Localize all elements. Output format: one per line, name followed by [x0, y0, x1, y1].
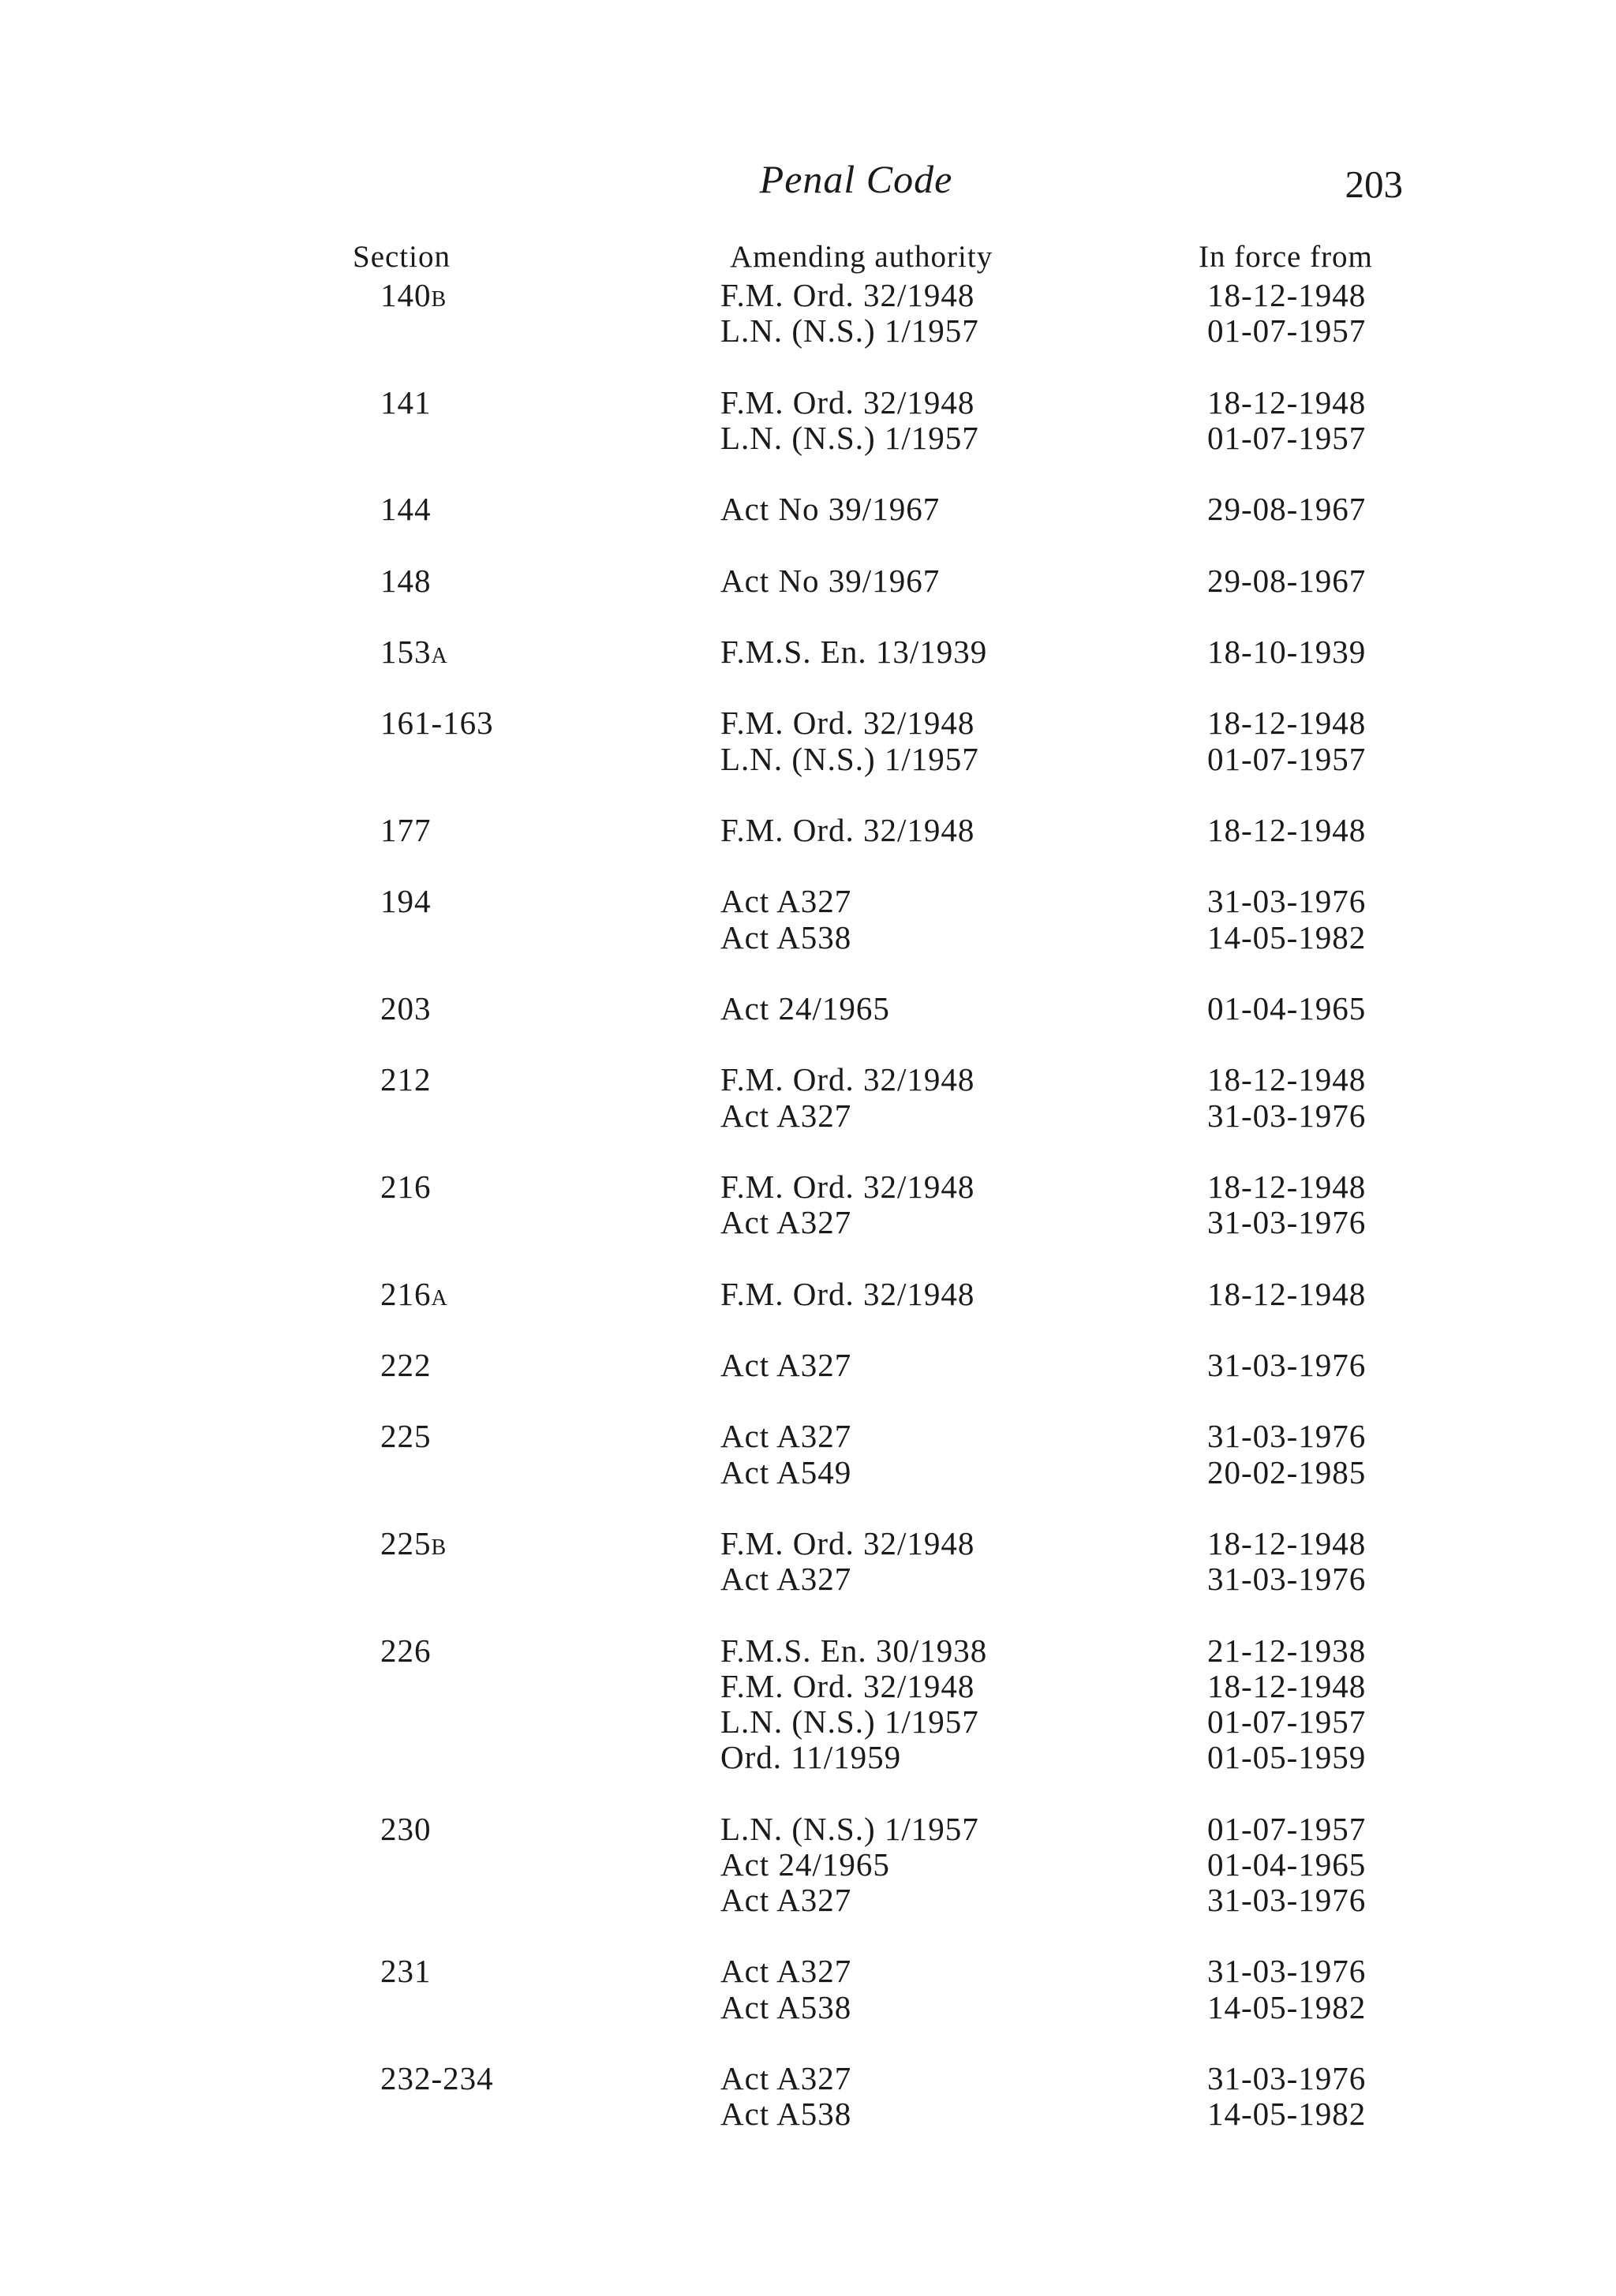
section-number	[380, 1060, 432, 1098]
section-number-text: 177	[380, 812, 432, 848]
in-force-date: 01-07-1957	[1207, 740, 1367, 777]
section-number	[380, 1275, 447, 1313]
amending-authority: L.N. (N.S.) 1/1957	[720, 419, 979, 456]
amending-authority: Act A327	[720, 1418, 852, 1455]
in-force-date: 21-12-1938	[1207, 1632, 1367, 1669]
in-force-date: 31-03-1976	[1207, 1097, 1367, 1134]
amending-authority: L.N. (N.S.) 1/1957	[720, 1810, 979, 1847]
amending-authority: L.N. (N.S.) 1/1957	[720, 1703, 979, 1740]
section-number-text: 203	[380, 990, 432, 1026]
in-force-date: 18-12-1948	[1207, 705, 1367, 742]
amending-authority: Ord. 11/1959	[720, 1739, 902, 1776]
amending-authority: L.N. (N.S.) 1/1957	[720, 312, 979, 350]
amending-authority: Act No 39/1967	[720, 562, 941, 599]
section-number	[380, 1810, 432, 1848]
amending-authority: F.M. Ord. 32/1948	[720, 705, 975, 742]
in-force-date: 01-05-1959	[1207, 1739, 1367, 1776]
in-force-date: 31-03-1976	[1207, 1418, 1367, 1455]
section-number	[380, 989, 432, 1027]
section-number	[380, 1168, 432, 1206]
section-number-text: 226	[380, 1632, 432, 1669]
in-force-date: 18-12-1948	[1207, 1061, 1367, 1098]
in-force-date: 20-02-1985	[1207, 1453, 1367, 1490]
section-suffix: B	[431, 287, 447, 312]
amending-authority: F.M. Ord. 32/1948	[720, 1667, 975, 1704]
in-force-date: 18-12-1948	[1207, 277, 1367, 313]
amending-authority: Act No 39/1967	[720, 491, 941, 528]
amending-authority: F.M. Ord. 32/1948	[720, 383, 975, 421]
section-suffix: B	[431, 1535, 447, 1560]
section-number-text: 225	[380, 1418, 432, 1455]
section-number	[380, 276, 446, 314]
section-number-text: 216	[380, 1169, 432, 1205]
in-force-date: 14-05-1982	[1207, 918, 1367, 955]
amending-authority: Act A549	[720, 1453, 852, 1490]
section-number-text: 161-163	[380, 705, 494, 742]
in-force-date: 31-03-1976	[1207, 1561, 1367, 1598]
amending-authority: Act 24/1965	[720, 990, 890, 1026]
in-force-date: 01-04-1965	[1207, 1845, 1367, 1883]
column-header-amending-authority: Amending authority	[730, 240, 993, 274]
amending-authority: F.M. Ord. 32/1948	[720, 1525, 975, 1561]
in-force-date: 29-08-1967	[1207, 491, 1367, 528]
section-number-text: 231	[380, 1953, 432, 1990]
in-force-date: 01-07-1957	[1207, 1703, 1367, 1740]
in-force-date: 18-12-1948	[1207, 1275, 1367, 1312]
amending-authority: F.M. Ord. 32/1948	[720, 1061, 975, 1098]
section-number-text: 212	[380, 1061, 432, 1098]
in-force-date: 31-03-1976	[1207, 1953, 1367, 1990]
section-number-text: 230	[380, 1810, 432, 1847]
amending-authority: Act 24/1965	[720, 1845, 890, 1883]
section-number	[380, 1524, 446, 1562]
section-number-text: 140	[380, 277, 432, 313]
page-number: 203	[1345, 163, 1403, 206]
in-force-date: 14-05-1982	[1207, 2096, 1367, 2133]
in-force-date: 18-12-1948	[1207, 1525, 1367, 1561]
amending-authority: F.M. Ord. 32/1948	[720, 1169, 975, 1205]
section-number	[380, 1952, 432, 1990]
section-number	[380, 704, 494, 742]
section-number	[380, 882, 432, 920]
section-number-text: 144	[380, 491, 432, 528]
section-suffix: A	[431, 644, 447, 668]
amending-authority: Act A538	[720, 2096, 852, 2133]
in-force-date: 29-08-1967	[1207, 562, 1367, 599]
amending-authority: Act A327	[720, 2060, 852, 2096]
in-force-date: 01-07-1957	[1207, 1810, 1367, 1847]
section-number	[380, 1417, 432, 1455]
in-force-date: 01-07-1957	[1207, 312, 1367, 350]
section-number-text: 216	[380, 1275, 432, 1312]
section-number	[380, 633, 447, 671]
section-number-text: 148	[380, 562, 432, 599]
amending-authority: Act A327	[720, 1561, 852, 1598]
amending-authority: F.M.S. En. 13/1939	[720, 634, 988, 670]
in-force-date: 31-03-1976	[1207, 883, 1367, 920]
section-number-text: 232-234	[380, 2060, 494, 2096]
in-force-date: 18-10-1939	[1207, 634, 1367, 670]
in-force-date: 31-03-1976	[1207, 1347, 1367, 1383]
section-number-text: 225	[380, 1525, 432, 1561]
amending-authority: Act A327	[720, 1097, 852, 1134]
section-number-text: 153	[380, 634, 432, 670]
in-force-date: 18-12-1948	[1207, 812, 1367, 848]
in-force-date: 01-07-1957	[1207, 419, 1367, 456]
amending-authority: F.M.S. En. 30/1938	[720, 1632, 988, 1669]
amending-authority: F.M. Ord. 32/1948	[720, 1275, 975, 1312]
in-force-date: 18-12-1948	[1207, 383, 1367, 421]
section-number	[380, 1632, 432, 1670]
in-force-date: 31-03-1976	[1207, 2060, 1367, 2096]
section-number	[380, 1346, 432, 1384]
section-number	[380, 562, 432, 600]
in-force-date: 01-04-1965	[1207, 990, 1367, 1026]
section-number	[380, 811, 432, 849]
column-header-section: Section	[353, 240, 451, 274]
in-force-date: 18-12-1948	[1207, 1667, 1367, 1704]
section-suffix: A	[431, 1285, 447, 1311]
amending-authority: Act A327	[720, 1347, 852, 1383]
in-force-date: 31-03-1976	[1207, 1204, 1367, 1241]
section-number	[380, 2059, 494, 2097]
amending-authority: F.M. Ord. 32/1948	[720, 812, 975, 848]
amending-authority: Act A538	[720, 918, 852, 955]
in-force-date: 31-03-1976	[1207, 1881, 1367, 1918]
column-header-in-force-from: In force from	[1199, 240, 1373, 274]
amending-authority: Act A327	[720, 1204, 852, 1241]
amending-authority: Act A327	[720, 1881, 852, 1918]
amending-authority: L.N. (N.S.) 1/1957	[720, 740, 979, 777]
amending-authority: Act A327	[720, 883, 852, 920]
page-title: Penal Code	[759, 157, 953, 201]
section-number-text: 141	[380, 383, 432, 421]
section-number-text: 222	[380, 1347, 432, 1383]
in-force-date: 14-05-1982	[1207, 1988, 1367, 2025]
amending-authority: F.M. Ord. 32/1948	[720, 277, 975, 313]
section-number	[380, 490, 432, 528]
section-number	[380, 383, 432, 421]
section-number-text: 194	[380, 883, 432, 920]
amending-authority: Act A538	[720, 1988, 852, 2025]
amending-authority: Act A327	[720, 1953, 852, 1990]
in-force-date: 18-12-1948	[1207, 1169, 1367, 1205]
